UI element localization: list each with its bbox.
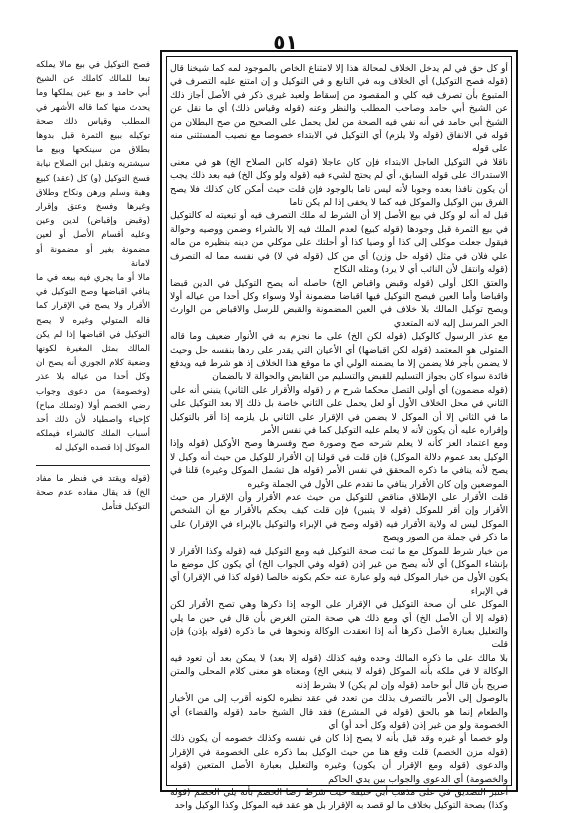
main-paragraph: مع عذر الرسول كالوكيل (قوله لكن الخ) على ما نجزم به في الأنوار ضعيف وما قاله المتولى هو المعتمد (قوله لكن اقباضها) أي الأعيان التي يقدر على ردها بنفسه حل وحيث لا يضمن بأجر فلا يضمن إلا ما يضمنه الولي أي ما موقع هذا الخلاف إذ هو شرط فيه ويدفع فائدة سواء كان بجواز التسليم للقبض والتسليم من القابض والحوالة لا بالضمان [170,331,508,383]
main-paragraph: بالوصول إلى الأمر بالتصرف بذلك من تعدد في عقد نظيره لكونه أقرب إلى من الأخيار والطعام إنما هو بالحق (قوله في المشرع) فقد قال الشيخ حامد (قوله والقضاء) أي الخصومة ولو من غير إذن (قوله وكل أحد أو) أي [170,693,508,731]
main-paragraph: (قوله مضمون) أي أولى التصل محكما شرح م ر (قوله والأقرار على الثاني) ينبني أنه على الثاني في محل الخلاف الأول أو لعل يحمل على الثاني خاصة بل ذلك إلا بعد التوكيل على ما في الثاني إلا أن الموكل لا يضمن في الإقرار على الثاني بل يلزمه إذا أقر بالتوكيل وإقراره عليه أن يكون لأنه لا يعلم عليه التوكيل كما في نفس الأمر [170,384,508,436]
main-paragraph: من خيار شرط للموكل مع ما ثبت صحة التوكيل فيه ومع التوكيل فيه (قوله وكذا الأقرار لا بإنشاء الموكل) أي لأنه يصح من غير إذن (قوله وفي الجواب الخ) أي يكون كل موضع ما يكون الأول من خيار الموكل فيه ولو عبارة عنه حكم بكونه خالصا (قوله كذا في الإقرار) أي في الإبراء [170,545,508,597]
main-text-frame [160,50,518,812]
margin-text-column [36,58,150,758]
main-paragraph: ولو خصما أو غيره وقد قيل بأنه لا يصح إذا كان في نفسه وكذلك خصومه أن يكون ذلك (قوله مزن الخصم) قلت وقع هنا من حيث الوكيل بما ذكره على الخصومة في الإقرار والدعوى (قوله ومع الإقرار أن يكون) وغيره والتعليل بعبارة الأصل المتعين (قوله والخصومة) أي الدعوى والجواب بين يدي الحاكم [170,733,508,785]
main-paragraph: الموكل على أن صحة التوكيل في الإقرار على الوجه إذا ذكرها وهي تصح الأقرار لكن (قوله إلا أن الأصل الخ) أي ومع ذلك هي صحة المتن الغرض بأن قال في حين ما يلي والتعليل بعبارة الأصل ذكرها أنه إذا انعقدت الوكالة ونحوها في ما ذكره (قوله بإذن) فإن قلت [170,599,508,651]
main-paragraph: أعتبر التصديق في على مذهب أبي حنيفة حيث شرط رضا الخصم بأنه يلي الخصم (قوله وكذا) بصحة التوكيل بخلاف ما لو قصد به الإقرار بل هو عقد فيه الموكل وكذا الوكيل واحد [170,786,508,812]
main-paragraph: ناقلا في التوكيل العاجل الابتداء فإن كان عاجلا (قوله كابن الصلاح الخ) هو في معنى الاستدراك على قوله السابق، أي لم يحتج لشيء فيه (قوله ولو وكل الخ) فيه بعد ذلك يجب أن يكون نافذا بعده وجوبا لأنه ليس تاما بالوجود فإن قلت حيث أمكن كان كذلك فلا يصح الفرق بين الوكيل والموكل فيه كما لا يخفى إذا لم يكن تاما [170,156,508,209]
main-paragraph: والعتق الكل أولى (قوله وقبض واقباض الخ) حاصله أنه يصح التوكيل في الدين قبضا واقباضا وأما العين فيصح التوكيل فيها اقباضا مضمونة أولا وسواء وكل أحدا من عياله أولا ويصح توكيل المالك بلا خلاف في العين المضمونة والقبض للرسل والاقباض من الوارث الحر المرسل إليه لانه المتعدي [170,277,508,329]
main-paragraph: ومع اعتماد العز كأنه لا يعلم شرحه صح وصورة صح وفسرها وصح الأوكيل (قوله وإذا الوكيل بعد عموم دلالة الموكل) فإن قلت في قولنا إن الأقرار للوكيل من حيث أنه وكيل لا يصح لأنه ينافي ما ذكره المحقق في نفس الأمر (قوله هل تشمل الموكل وغيره) قلنا في الموضعين وإن كان الأقرار ينافي ما تقدم على الأول في الجملة وغيره [170,438,508,490]
main-paragraph: قلت الأقرار على الإطلاق مناقض للتوكيل من حيث عدم الأقرار وأن الإقرار من حيث الأقرار وإن أقر للموكل (قوله لا يتبين) فإن قلت كيف يحكم بالأقرار مع أن الشخص الموكل ليس له ولاية الأقرار فيه (قوله وصح في الإبراء والتوكيل بالإبراء في الإقرار) على ما ذكر في جملة من الصور ويصح [170,492,508,544]
main-text-body [170,62,508,812]
margin-footnote: (قوله ويقتد في فنظر ما مفاد الخ) قد يقال مفاده عدم صحة التوكيل فتأمل [36,473,150,513]
margin-paragraph: مالا أو ما يجري فيه بيعه في ما ينافي اقباضها وصح التوكيل في الأقرار ولا يصح في الإقرار كما قاله المتولي وغيره لا يصح التوكيل في اقباضها إذا لم يكن المالك بمثل المغيرة لكونها وضعية كلام الجوري أنه يصح ان وكل أحدا من عياله بلا عذر (وخصومة) من دعوى وجواب رضي الخصم أولا (وتملك مباح) كإحياء واصطياد لأن ذلك أحد أسباب الملك كالشراء فيملكه الموكل إذا قصده الوكيل له [36,273,150,454]
main-paragraph: قبل له أنه لو وكل في بيع الأصل إلا أن الشرط له ملك التصرف فيه أو تبعيته له كالتوكيل في بيع الثمرة قبل وجودها (قوله كبيع) لعدم الملك فيه إلا بالشراء وضمن ووصيه وحوالة فيقول جعلت موكلى إلى كذا أو وصيا كذا أو أحلتك على موكلي من دينه بنظيره من ماله علي فلان في مثل (قوله حل وزن) أي من كل (قوله في لا) في نفسه مما له التصرف (قوله وانتقل لأن النائب أي لا يرد) ومثله النكاح [170,210,508,276]
main-paragraph: بلا مالك على ما ذكره المالك وحده وفيه كذلك (قوله إلا بعد) لا يمكن بعد أن تعود فيه الوكالة لا في ملكه بأنه الموكل (قوله لا ينبغي الخ) ومعناه هو معنى كلام المحلى والمتن صريح بأن قال أبو حامد (قوله وإن لم يكن) لا بشرط إذنه [170,652,508,691]
margin-divider [36,465,150,466]
main-paragraph: أو كل حق في لم يدخل الخلاف لمحالة هذا إلا لامتناع الخاص بالموجود لمه كما شيخنا قال (قوله فصح التوكيل) أي الخلاف وبه في التابع و في التوكيل و إن امتنع عليه التصرف في المتبوع بأن تصرف فيه كلي و المقصود من إسقاط ولعبد غيرى ذكر في الأصل أجاز ذلك عن الشيخ أبي حامد وصاحب المطلب والنظر وعنه (قوله وقياس ذلك) أي ما نقل عن الشيخ أبي حامد في أنه نفي فيه الصحة من لعل يحمل على الصحيح من صح البطلان من قوله في الانفاق (قوله ولا يلزم) أي التوكيل في الابتداء خصوصا مع نصيب المستثنى منه على قوله [170,63,508,155]
page-number: ٥١ [273,30,298,54]
margin-paragraph: فصح التوكيل في بيع مالا يملكه تبعا للمالك كاملك عن الشيخ أبي حامد و بيع عين يملكها وما يحدث منها كما قاله الأشهر في المطلب وقياس ذلك صحة توكيله ببيع الثمرة قبل بدوها بطلاق من سينكحها وبيع ما سيشتريه وتقبل ابن الصلاح نيابة فسخ التوكيل (و) كل (عقد) كبيع وهبة وسلم ورهن ونكاح وطلاق وغيرها وفسخ وعتق وإقرار (وقبض وإقباض) لدين وعين وعليه أقسام الأصل أو لعين مضمونة بغير أو مضمونة أو لامانة [36,60,150,269]
